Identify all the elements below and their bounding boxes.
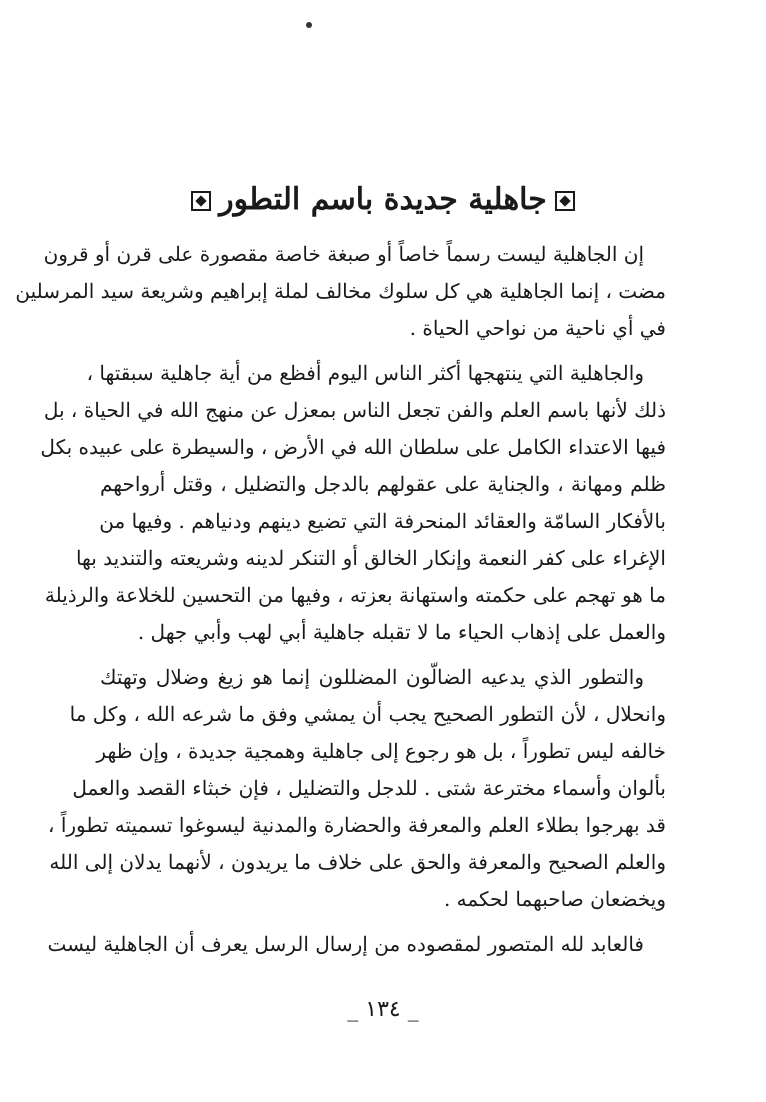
text-line: بألوان وأسماء مخترعة شتى . للدجل والتضليل ، فإن خبثاء القصد والعمل xyxy=(72,776,666,800)
text-line: والعمل على إذهاب الحياء ما لا تقبله جاهلية أبي لهب وأبي جهل . xyxy=(137,620,666,644)
text-line: والتطور الذي يدعيه الضالّون المضللون إنما هو زيغ وضلال وتهتك xyxy=(100,665,644,689)
text-line: وانحلال ، لأن التطور الصحيح يجب أن يمشي وفق ما شرعه الله ، وكل ما xyxy=(69,702,666,726)
text-line: إن الجاهلية ليست رسماً خاصاً أو صبغة خاصة مقصورة على قرن أو قرون xyxy=(43,242,644,266)
ornament-icon xyxy=(191,191,211,211)
text-line: خالفه ليس تطوراً ، بل هو رجوع إلى جاهلية وهمجية جديدة ، وإن ظهر xyxy=(96,739,666,763)
text-line: فيها الاعتداء الكامل على سلطان الله في الأرض ، والسيطرة على عبيده بكل xyxy=(40,435,666,459)
text-line: الإغراء على كفر النعمة وإنكار الخالق أو التنكر لدينه وشريعته والتنديد بها xyxy=(75,546,666,570)
paragraph xyxy=(48,659,666,918)
page-number: _ ١٣٤ _ xyxy=(347,997,419,1022)
paragraph xyxy=(15,236,666,347)
text-line: ويخضعان صاحبهما لحكمه . xyxy=(443,887,666,911)
body-text xyxy=(15,236,666,971)
text-line: والجاهلية التي ينتهجها أكثر الناس اليوم أفظع من أية جاهلية سبقتها ، xyxy=(86,361,644,385)
chapter-heading xyxy=(0,176,766,224)
ink-dot xyxy=(306,22,312,28)
text-line: ما هو تهجم على حكمته واستهانة بعزته ، وفيها من التحسين للخلاعة والرذيلة xyxy=(44,583,666,607)
paragraph xyxy=(40,355,666,651)
text-line: في أي ناحية من نواحي الحياة . xyxy=(409,316,666,340)
ornament-icon xyxy=(555,191,575,211)
text-line: ذلك لأنها باسم العلم والفن تجعل الناس بمعزل عن منهج الله في الحياة ، بل xyxy=(43,398,666,422)
text-line: قد بهرجوا بطلاء العلم والمعرفة والحضارة والمدنية ليسوغوا تسميته تطوراً ، xyxy=(48,813,666,837)
text-line: ظلم ومهانة ، والجناية على عقولهم بالدجل والتضليل ، وقتل أرواحهم xyxy=(100,472,666,496)
text-line: فالعابد لله المتصور لمقصوده من إرسال الرسل يعرف أن الجاهلية ليست xyxy=(47,932,644,956)
text-line: والعلم الصحيح والمعرفة والحق على خلاف ما يريدون ، لأنهما يدلان إلى الله xyxy=(49,850,666,874)
paragraph xyxy=(47,926,666,963)
heading-text: جاهلية جديدة باسم التطور xyxy=(219,182,547,217)
text-line: مضت ، إنما الجاهلية هي كل سلوك مخالف لملة إبراهيم وشريعة سيد المرسلين xyxy=(15,279,666,303)
text-line: بالأفكار السامّة والعقائد المنحرفة التي تضيع دينهم ودنياهم . وفيها من xyxy=(99,509,666,533)
